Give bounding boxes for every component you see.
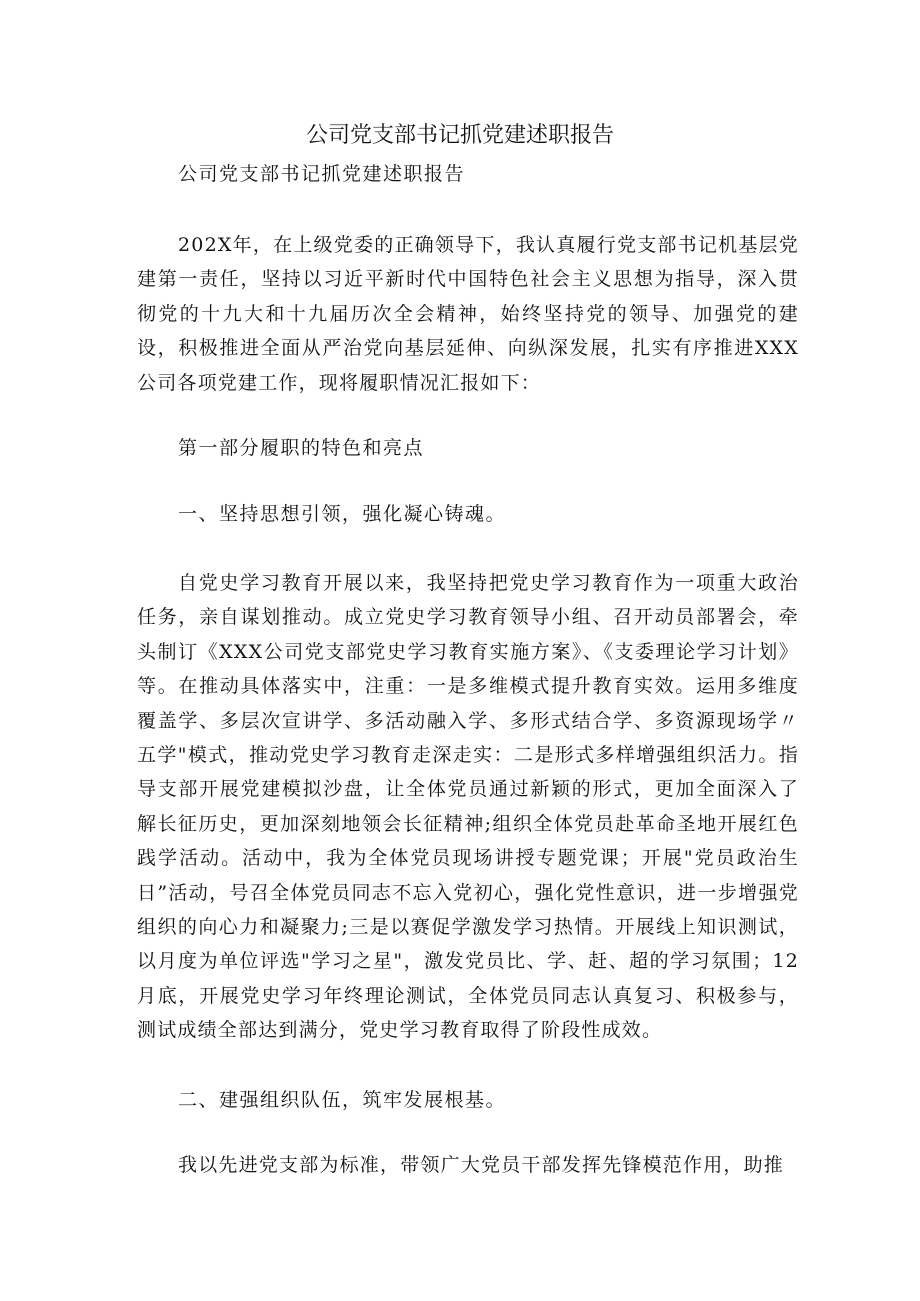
document-title: 公司党支部书记抓党建述职报告 xyxy=(305,123,614,148)
subsection-heading-1: 一、坚持思想引领，强化凝心铸魂。 xyxy=(178,503,507,525)
document-subtitle: 公司党支部书记抓党建述职报告 xyxy=(178,163,466,185)
intro-paragraph: 202X年，在上级党委的正确领导下，我认真履行党支部书记机基层党建第一责任，坚持以习近平新时代中国特色社会主义思想为指导，深入贯彻党的十九大和十九届历次全会精神，始终坚持党的领导、加强党的建设，积极推进全面从严治党向基层延伸、向纵深发展，扎实有序推进XXX公司各项党建工作，现将履职情况汇报如下： xyxy=(137,234,799,394)
subsection-heading-2: 二、建强组织队伍，筑牢发展根基。 xyxy=(178,1089,507,1111)
body-paragraph-1: 自党史学习教育开展以来，我坚持把党史学习教育作为一项重大政治任务，亲自谋划推动。成立党史学习教育领导小组、召开动员部署会，牵头制订《XXX公司党支部党史学习教育实施方案》、《支委理论学习计划》等。在推动具体落实中，注重：一是多维模式提升教育实效。运用多维度覆盖学、多层次宣讲学、多活动融入学、多形式结合学、多资源现场学〃五学"模式，推动党史学习教育走深走实：二是形式多样增强组织活力。指导支部开展党建模拟沙盘，让全体党员通过新颖的形式，更加全面深入了解长征历史，更加深刻地领会长征精神;组织全体党员赴革命圣地开展红色践学活动。活动中，我为全体党员现场讲授专题党课；开展"党员政治生日”活动，号召全体党员同志不忘入党初心，强化党性意识，进一步增强党组织的向心力和凝聚力;三是以赛促学激发学习热情。开展线上知识测试，以月度为单位评选"学习之星"，激发党员比、学、赶、超的学习氛围；12月底，开展党史学习年终理论测试，全体党员同志认真复习、积极参与，测试成绩全部达到满分，党史学习教育取得了阶段性成效。 xyxy=(137,572,799,1042)
body-paragraph-2: 我以先进党支部为标准，带领广大党员干部发挥先锋模范作用，助推 xyxy=(178,1154,785,1176)
section-heading: 第一部分履职的特色和亮点 xyxy=(178,437,425,459)
